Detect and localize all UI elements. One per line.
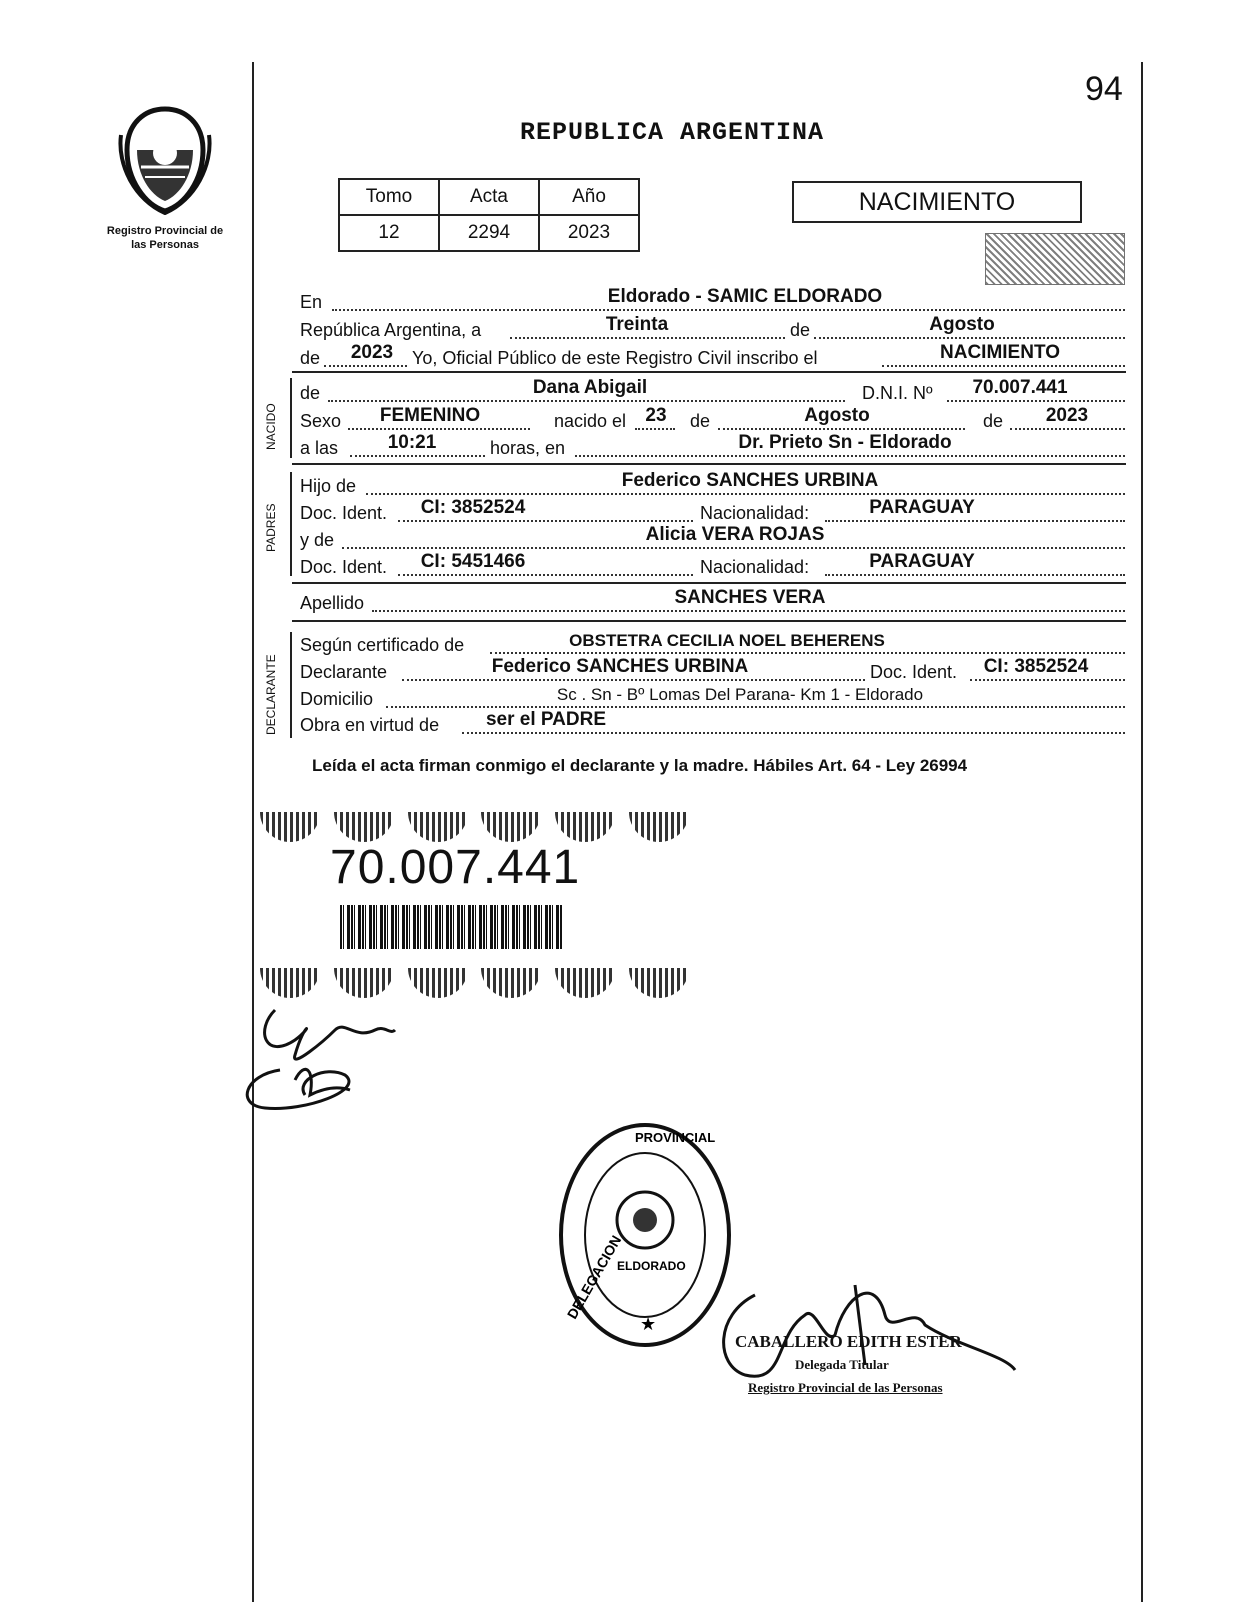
section-divider	[292, 463, 1126, 465]
declarant-doc: CI: 3852524	[983, 656, 1089, 677]
mother-name-line	[300, 524, 1125, 551]
newborn-name: Dana Abigail	[532, 377, 648, 398]
statement-text: Yo, Oficial Público de este Registro Civil inscribo el	[412, 348, 818, 368]
father-nationality: PARAGUAY	[869, 497, 975, 518]
certificate-line	[300, 632, 1125, 656]
dotted-line	[402, 679, 865, 681]
father-name: Federico SANCHES URBINA	[621, 470, 879, 491]
de-label: de	[690, 411, 711, 431]
dotted-line	[348, 428, 530, 430]
security-stamp	[985, 233, 1125, 285]
doc-ident-label: Doc. Ident.	[300, 557, 388, 577]
registration-year: 2023	[350, 342, 394, 363]
y-de-label: y de	[300, 530, 335, 550]
tomo-header: Tomo	[339, 179, 439, 215]
registration-month: Agosto	[929, 314, 995, 335]
table-row	[339, 179, 639, 215]
svg-text:DELEGACION: DELEGACION	[563, 1232, 625, 1322]
mother-name: Alicia VERA ROJAS	[645, 524, 825, 545]
tomo-value: 12	[339, 215, 439, 251]
document-type-box: NACIMIENTO	[792, 181, 1082, 223]
a-las-label: a las	[300, 438, 339, 458]
capacity-line	[300, 709, 1125, 736]
birth-year: 2023	[1045, 405, 1089, 426]
dni-number-large: 70.007.441	[330, 841, 581, 894]
section-divider	[292, 620, 1126, 622]
section-bar	[290, 472, 292, 576]
dotted-line	[970, 679, 1125, 681]
sex-birthdate-line	[300, 405, 1125, 432]
declarant-line	[300, 656, 1125, 683]
registration-place: Eldorado - SAMIC ELDORADO	[607, 286, 883, 307]
document-title: REPUBLICA ARGENTINA	[520, 118, 825, 147]
dotted-line	[1010, 428, 1125, 430]
domicilio-label: Domicilio	[300, 689, 374, 709]
dotted-line	[332, 309, 1125, 311]
de-label: de	[790, 320, 811, 340]
acta-value: 2294	[439, 215, 539, 251]
surname: SANCHES VERA	[674, 587, 826, 608]
dotted-line	[328, 400, 845, 402]
declarant-address: Sc . Sn - Bº Lomas Del Parana- Km 1 - Eldorado	[556, 685, 924, 704]
dotted-line	[386, 706, 1125, 708]
surname-line	[300, 587, 1125, 614]
security-band-bottom	[253, 968, 696, 1002]
apellido-label: Apellido	[300, 593, 365, 613]
father-doc: CI: 3852524	[420, 497, 526, 518]
de-label: de	[300, 383, 321, 403]
newborn-name-line	[300, 377, 1125, 404]
place-line	[300, 286, 1125, 313]
doc-ident-label: Doc. Ident.	[870, 662, 958, 682]
declarante-label: Declarante	[300, 662, 388, 682]
legal-statement: Leída el acta firman conmigo el declarante y la madre. Hábiles Art. 64 - Ley 26994	[312, 756, 968, 775]
dotted-line	[342, 547, 1125, 549]
official-name: CABALLERO EDITH ESTER	[735, 1332, 962, 1351]
dotted-line	[324, 365, 407, 367]
dotted-line	[462, 732, 1125, 734]
statement-line: de 2023 Yo, Oficial Público de este Registro Civil inscribo el NACIMIENTO	[300, 345, 1125, 369]
certificado-label: Según certificado de	[300, 635, 465, 655]
dotted-line	[350, 455, 485, 457]
section-bar	[290, 632, 292, 738]
birth-day: 23	[645, 405, 667, 426]
declarant-capacity: ser el PADRE	[485, 709, 607, 730]
dotted-line	[882, 365, 1125, 367]
declarant-signature	[235, 1000, 405, 1125]
section-bar	[290, 378, 292, 458]
dotted-line	[947, 400, 1125, 402]
mother-doc-line	[300, 551, 1125, 578]
de-label: de	[983, 411, 1004, 431]
registration-day: Treinta	[605, 314, 669, 335]
dotted-line	[825, 574, 1125, 576]
father-name-line	[300, 470, 1125, 497]
obra-label: Obra en virtud de	[300, 715, 440, 735]
anio-header: Año	[539, 179, 639, 215]
sexo-label: Sexo	[300, 411, 342, 431]
address-line	[300, 686, 1125, 710]
barcode	[340, 905, 562, 949]
anio-value: 2023	[539, 215, 639, 251]
dotted-line	[718, 428, 965, 430]
dotted-line	[398, 574, 693, 576]
official-organization: Registro Provincial de las Personas	[748, 1380, 943, 1395]
dotted-line	[372, 610, 1125, 612]
certificate-issuer: OBSTETRA CECILIA NOEL BEHERENS	[569, 631, 885, 650]
padres-section-label: PADRES	[264, 503, 278, 552]
logo-caption: Registro Provincial de las Personas	[106, 225, 224, 251]
doc-ident-label: Doc. Ident.	[300, 503, 388, 523]
page-number: 94	[1085, 70, 1123, 108]
dotted-line	[575, 455, 1125, 457]
provincial-logo	[100, 105, 230, 252]
hijo-de-label: Hijo de	[300, 476, 357, 496]
svg-text:ELDORADO: ELDORADO	[617, 1259, 686, 1273]
dotted-line	[825, 520, 1125, 522]
nacido-section-label: NACIDO	[264, 403, 278, 450]
act-type: NACIMIENTO	[940, 342, 1060, 363]
section-divider	[292, 582, 1126, 584]
en-label: En	[300, 292, 323, 312]
declarante-section-label: DECLARANTE	[264, 654, 278, 735]
birth-time-place-line	[300, 432, 1125, 459]
date-line	[300, 314, 1125, 341]
svg-text:PROVINCIAL: PROVINCIAL	[635, 1130, 716, 1145]
dotted-line	[635, 428, 675, 430]
mother-doc: CI: 5451466	[420, 551, 526, 572]
table-row	[339, 215, 639, 251]
newborn-sex: FEMENINO	[379, 405, 481, 426]
registry-reference-table	[338, 178, 640, 252]
nacionalidad-label: Nacionalidad:	[700, 503, 810, 523]
official-role: Delegada Titular	[795, 1357, 889, 1372]
newborn-dni: 70.007.441	[972, 377, 1068, 398]
father-doc-line	[300, 497, 1125, 524]
section-divider	[292, 371, 1126, 373]
dotted-line	[366, 493, 1125, 495]
nacionalidad-label: Nacionalidad:	[700, 557, 810, 577]
declarant-name: Federico SANCHES URBINA	[491, 656, 749, 677]
birth-place: Dr. Prieto Sn - Eldorado	[738, 432, 952, 453]
birth-month: Agosto	[804, 405, 870, 426]
svg-text:★: ★	[640, 1314, 657, 1334]
dni-label: D.N.I. Nº	[862, 383, 933, 403]
birth-time: 10:21	[387, 432, 437, 453]
dotted-line	[510, 337, 785, 339]
dotted-line	[490, 652, 1125, 654]
acta-header: Acta	[439, 179, 539, 215]
horas-label: horas, en	[490, 438, 566, 458]
dotted-line	[814, 337, 1125, 339]
misiones-coat-of-arms-icon	[115, 105, 215, 215]
republica-label: República Argentina, a	[300, 320, 482, 340]
nacido-el-label: nacido el	[554, 411, 627, 431]
mother-nationality: PARAGUAY	[869, 551, 975, 572]
right-margin-line	[1141, 62, 1143, 1602]
dotted-line	[398, 520, 693, 522]
official-seal	[555, 1120, 735, 1350]
